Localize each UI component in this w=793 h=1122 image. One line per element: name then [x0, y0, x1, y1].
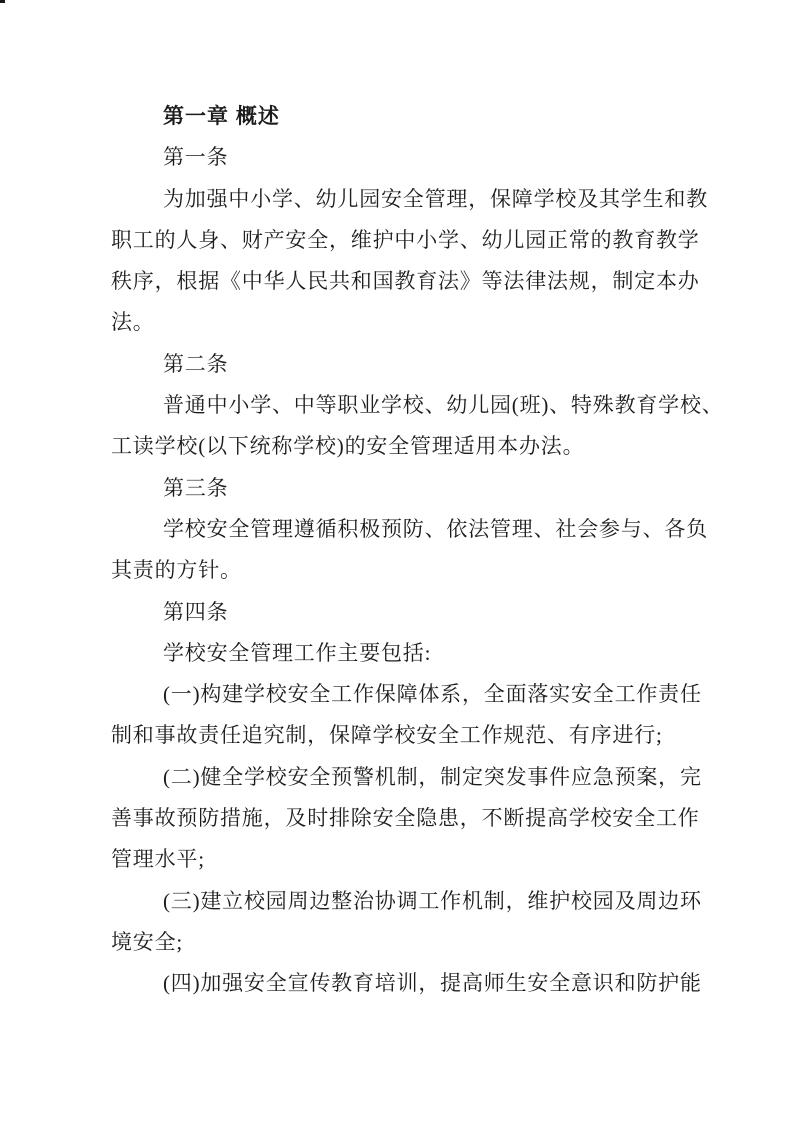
text-line: 管理水平; — [111, 847, 205, 872]
text-line: 普通中小学、中等职业学校、幼儿园(班)、特殊教育学校、 — [163, 393, 724, 418]
text-line: 学校安全管理工作主要包括: — [163, 640, 432, 665]
document-text-block — [111, 96, 724, 1005]
text-line: (三)建立校园周边整治协调工作机制，维护校园及周边环 — [163, 888, 702, 913]
text-line: (四)加强安全宣传教育培训，提高师生安全意识和防护能 — [163, 971, 702, 996]
text-line: 第一条 — [163, 145, 229, 170]
text-line: 第二条 — [163, 351, 229, 376]
chapter-heading: 第一章 概述 — [163, 105, 280, 128]
text-line: 第四条 — [163, 599, 229, 624]
text-line: 为加强中小学、幼儿园安全管理，保障学校及其学生和教 — [163, 186, 708, 211]
text-line: 其责的方针。 — [111, 558, 242, 583]
scan-corner-artifact — [0, 0, 5, 3]
text-line: 制和事故责任追究制，保障学校安全工作规范、有序进行; — [111, 723, 663, 748]
text-line: 职工的人身、财产安全，维护中小学、幼儿园正常的教育教学 — [111, 227, 700, 252]
text-line: 境安全; — [111, 929, 184, 954]
text-line: 第三条 — [163, 475, 229, 500]
text-line: (一)构建学校安全工作保障体系，全面落实安全工作责任 — [163, 682, 702, 707]
text-line: 善事故预防措施，及时排除安全隐患，不断提高学校安全工作 — [111, 806, 700, 831]
text-line: 学校安全管理遵循积极预防、依法管理、社会参与、各负 — [163, 516, 708, 541]
text-line: 秩序，根据《中华人民共和国教育法》等法律法规，制定本办 — [111, 269, 700, 294]
text-line: 法。 — [111, 310, 155, 335]
text-line: (二)健全学校安全预警机制，制定突发事件应急预案，完 — [163, 764, 702, 789]
text-line: 工读学校(以下统称学校)的安全管理适用本办法。 — [111, 434, 585, 459]
